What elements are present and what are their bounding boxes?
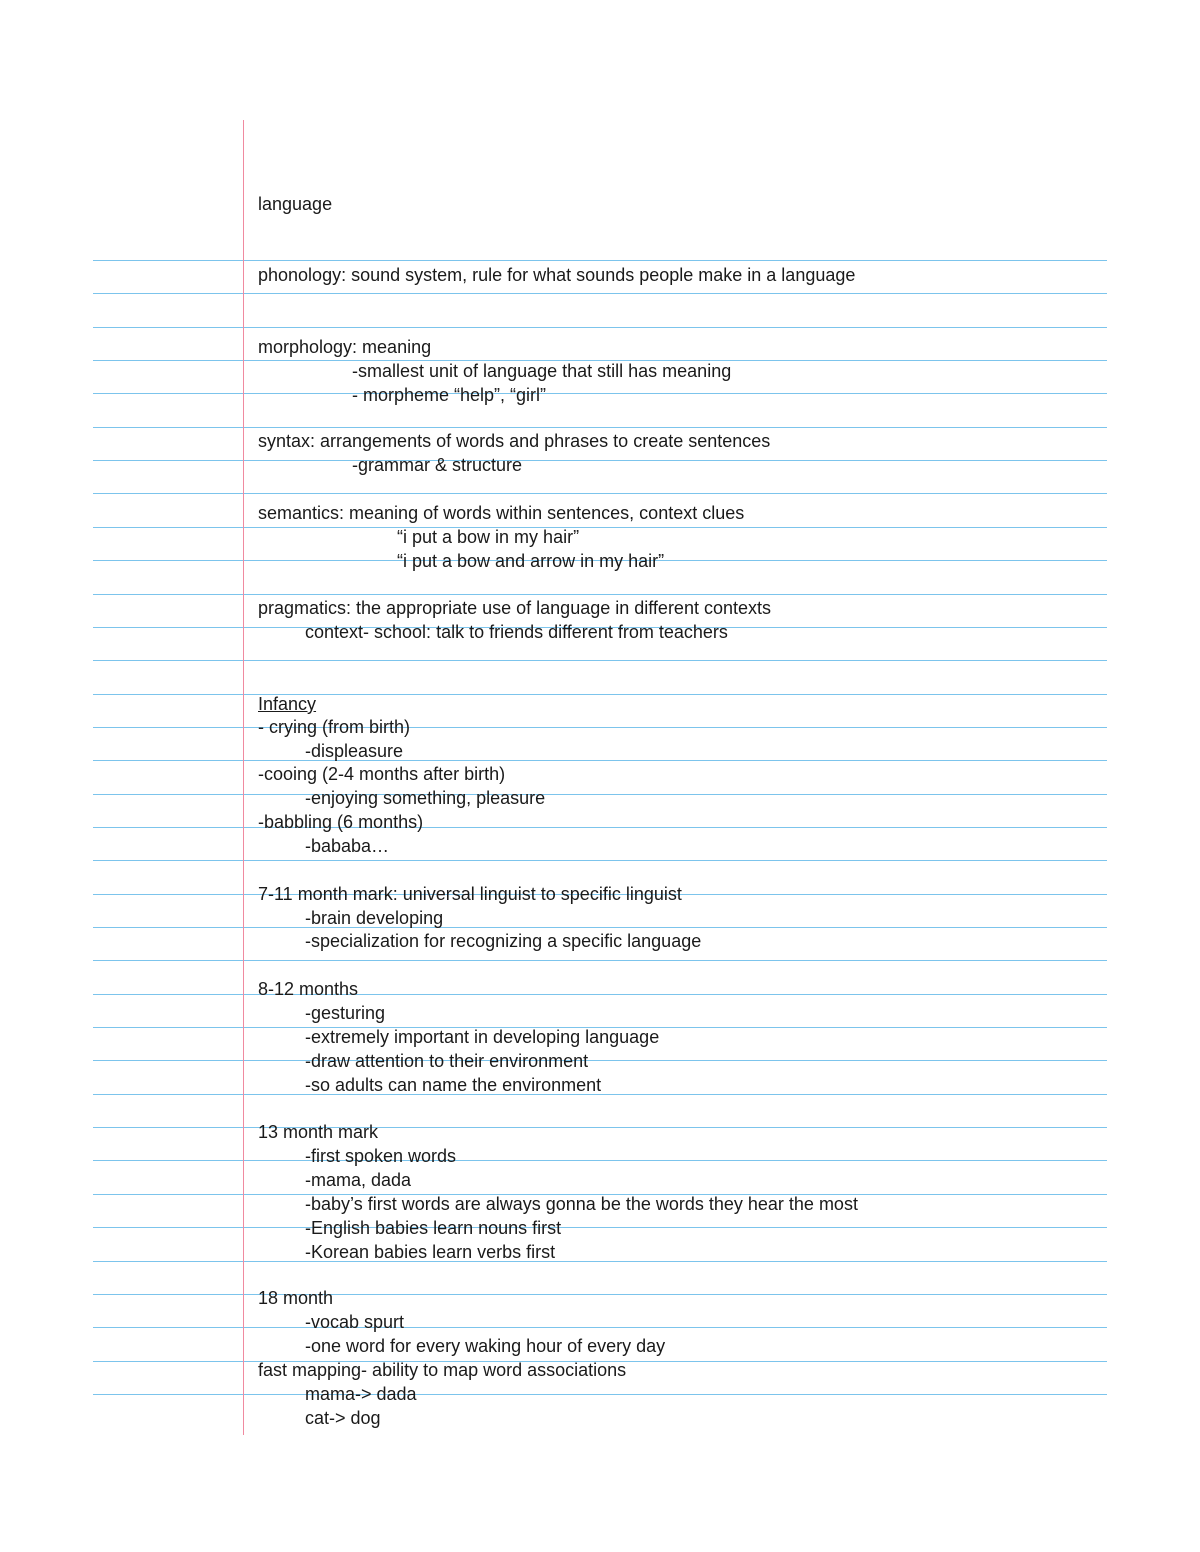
- rule-line: [93, 760, 1107, 761]
- note-13-detail-2: -mama, dada: [305, 1170, 412, 1190]
- rule-line: [93, 1394, 1107, 1395]
- note-babbling-detail: -bababa…: [305, 836, 390, 856]
- note-fast-mapping-example-1: mama-> dada: [305, 1384, 417, 1404]
- rule-line: [93, 293, 1107, 294]
- rule-line: [93, 860, 1107, 861]
- note-crying: - crying (from birth): [258, 717, 411, 737]
- note-pragmatics: pragmatics: the appropriate use of language in different contexts: [258, 598, 771, 618]
- rule-line: [93, 1327, 1107, 1328]
- rule-line: [93, 1160, 1107, 1161]
- note-7-11-detail-2: -specialization for recognizing a specific language: [305, 931, 702, 951]
- note-8-12-months: 8-12 months: [258, 979, 359, 999]
- rule-line: [93, 260, 1107, 261]
- note-semantics-example-1: “i put a bow in my hair”: [397, 527, 580, 547]
- note-8-12-detail-1: -gesturing: [305, 1003, 386, 1023]
- note-pragmatics-detail: context- school: talk to friends different from teachers: [305, 622, 728, 642]
- rule-line: [93, 960, 1107, 961]
- section-heading-infancy: Infancy: [258, 694, 317, 714]
- note-13-detail-3: -baby’s first words are always gonna be the words they hear the most: [305, 1194, 858, 1214]
- note-syntax: syntax: arrangements of words and phrases to create sentences: [258, 431, 771, 451]
- rule-line: [93, 327, 1107, 328]
- rule-line: [93, 660, 1107, 661]
- rule-line: [93, 827, 1107, 828]
- note-8-12-detail-3: -draw attention to their environment: [305, 1051, 589, 1071]
- note-13-detail-1: -first spoken words: [305, 1146, 457, 1166]
- rule-line: [93, 460, 1107, 461]
- note-cooing-detail: -enjoying something, pleasure: [305, 788, 546, 808]
- note-13-detail-5: -Korean babies learn verbs first: [305, 1242, 556, 1262]
- note-morphology-example: - morpheme “help”, “girl”: [352, 385, 547, 405]
- note-7-11-month-mark: 7-11 month mark: universal linguist to specific linguist: [258, 884, 682, 904]
- rule-line: [93, 994, 1107, 995]
- note-8-12-detail-2: -extremely important in developing language: [305, 1027, 660, 1047]
- rule-line: [93, 927, 1107, 928]
- note-18-detail-2: -one word for every waking hour of every day: [305, 1336, 666, 1356]
- note-syntax-detail: -grammar & structure: [352, 455, 523, 475]
- note-semantics-example-2: “i put a bow and arrow in my hair”: [397, 551, 665, 571]
- rule-line: [93, 727, 1107, 728]
- margin-line: [243, 120, 244, 1435]
- note-morphology: morphology: meaning: [258, 337, 432, 357]
- note-13-month-mark: 13 month mark: [258, 1122, 379, 1142]
- page-title: language: [258, 194, 333, 214]
- note-phonology: phonology: sound system, rule for what sounds people make in a language: [258, 265, 856, 285]
- note-crying-detail: -displeasure: [305, 741, 404, 761]
- note-cooing: -cooing (2-4 months after birth): [258, 764, 506, 784]
- note-fast-mapping-example-2: cat-> dog: [305, 1408, 381, 1428]
- rule-line: [93, 1060, 1107, 1061]
- rule-line: [93, 694, 1107, 695]
- note-18-detail-1: -vocab spurt: [305, 1312, 405, 1332]
- rule-line: [93, 393, 1107, 394]
- rule-line: [93, 1127, 1107, 1128]
- rule-line: [93, 794, 1107, 795]
- rule-line: [93, 1294, 1107, 1295]
- rule-line: [93, 1261, 1107, 1262]
- rule-line: [93, 527, 1107, 528]
- note-morphology-detail: -smallest unit of language that still has meaning: [352, 361, 732, 381]
- note-8-12-detail-4: -so adults can name the environment: [305, 1075, 602, 1095]
- rule-line: [93, 493, 1107, 494]
- note-fast-mapping: fast mapping- ability to map word associations: [258, 1360, 627, 1380]
- rule-line: [93, 1227, 1107, 1228]
- note-babbling: -babbling (6 months): [258, 812, 424, 832]
- rule-line: [93, 594, 1107, 595]
- note-18-month: 18 month: [258, 1288, 334, 1308]
- note-13-detail-4: -English babies learn nouns first: [305, 1218, 562, 1238]
- note-semantics: semantics: meaning of words within sentences, context clues: [258, 503, 745, 523]
- rule-line: [93, 427, 1107, 428]
- note-7-11-detail-1: -brain developing: [305, 908, 444, 928]
